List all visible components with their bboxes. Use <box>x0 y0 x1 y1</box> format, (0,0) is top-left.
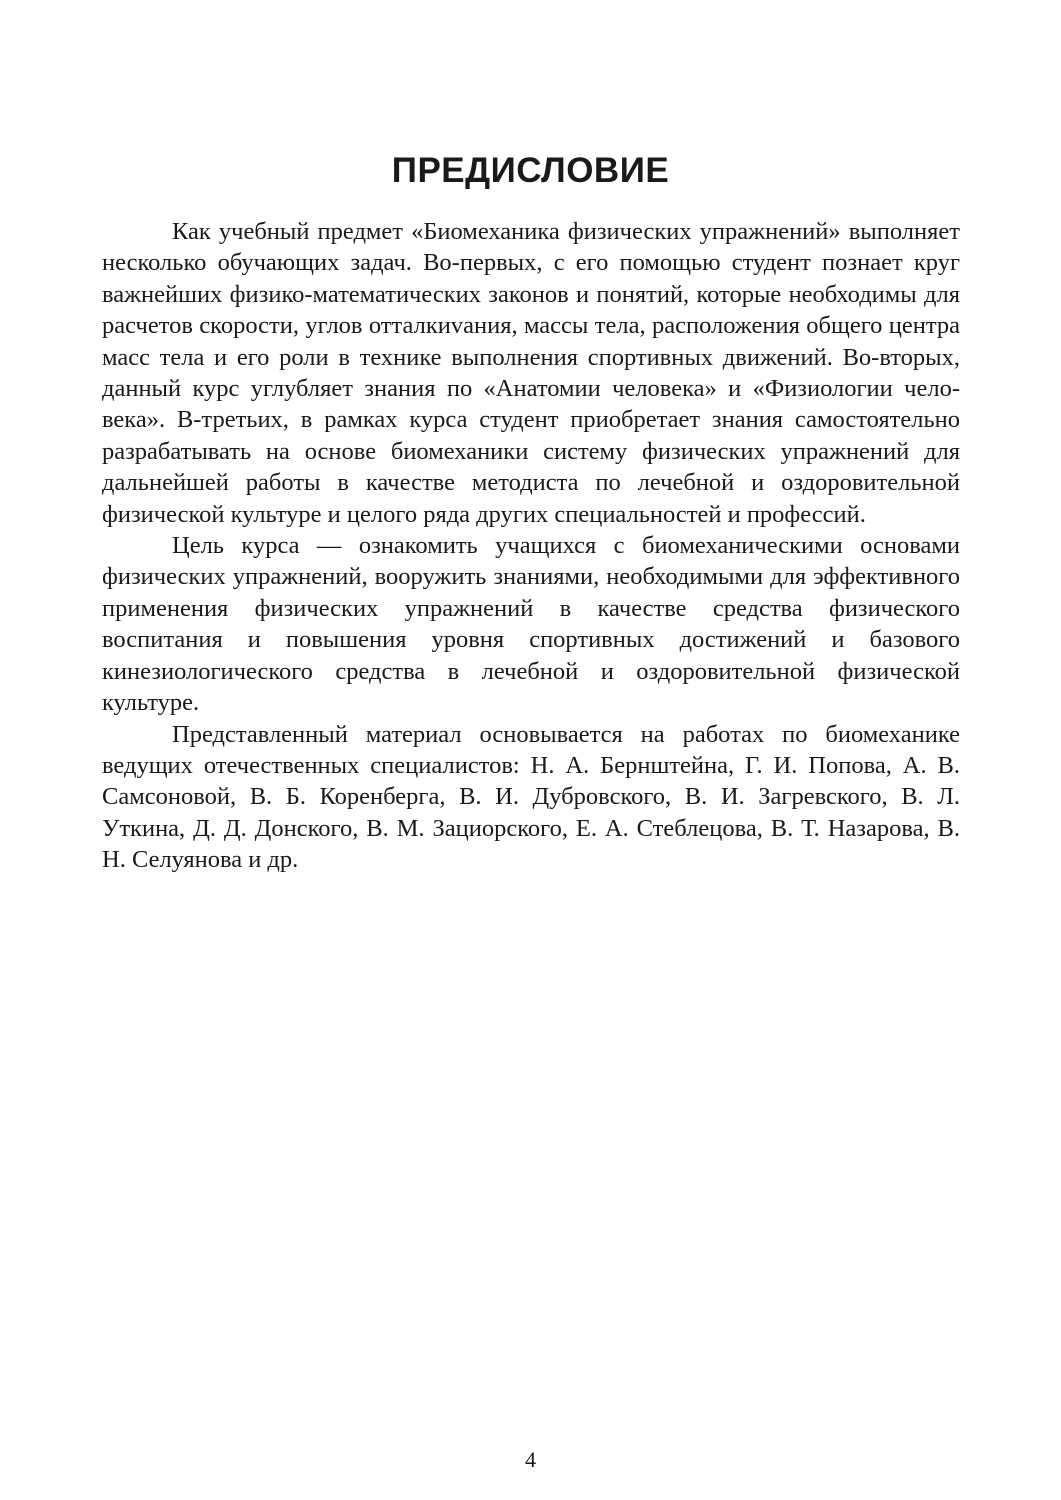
page-number: 4 <box>525 1447 536 1472</box>
paragraph-course-goal: Цель курса — ознакомить учащихся с биомеханическими основами физических упражнений, вооружить знаниями, необходимыми для эффективного применения физических упражнений в качестве средства физического воспитания и повышения уровня спортивных достижений и базового кинезиологического средства в лечебной и оздоровительной физической культуре. <box>102 532 960 717</box>
page-title: ПРЕДИСЛОВИЕ <box>391 151 670 190</box>
body-text <box>102 216 960 876</box>
paragraph-sources: Представленный материал основывается на работах по биомеханике ведущих отечественных специалистов: Н. А. Бернштейна, Г. И. Попова, А. В. Самсоновой, В. Б. Коренберга, В. И. Дубровского, В. И. Загревского, В. Л. Уткина, Д. Д. Донского, В. М. Зациорского, Е. А. Стеблецова, В. Т. Назарова, В. Н. Селуянова и др. <box>102 720 960 874</box>
paragraph-course-tasks: Как учебный предмет «Биомеханика физических упражнений» выполняет несколько обучающих задач. Во-первых, с его помощью студент познает круг важнейших физико-математических законов и понятий, которые необходимы для расчетов скорости, углов отталкиvания, массы тела, расположения общего центра масс тела и его роли в технике выполнения спортивных движений. Во-вторых, данный курс углубляет знания по «Анатомии человека» и «Физиологии человека». В-третьих, в рамках курса студент приобретает знания самостоятельно разрабатывать на основе биомеханики систему физических упражнений для дальнейшей работы в качестве методиста по лечебной и оздоровительной физической культуре и целого ряда других специальностей и профессий. <box>102 218 960 528</box>
